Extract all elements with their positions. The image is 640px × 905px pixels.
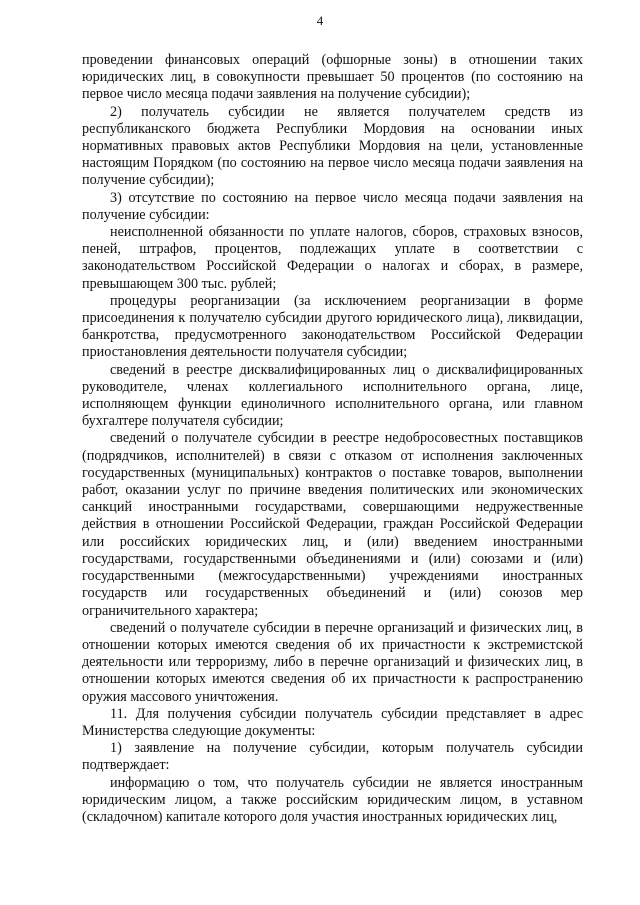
- page-number: 4: [316, 13, 324, 28]
- paragraph: 2) получатель субсидии не является получателем средств из республиканского бюджета Республики Мордовия на основании иных нормативных правовых актов Республики Мордовия на цели, установленные настоящим Порядком (по состоянию на первое число месяца подачи заявления на получение субсидии);: [82, 103, 583, 189]
- document-body: [82, 52, 583, 826]
- paragraph: неисполненной обязанности по уплате налогов, сборов, страховых взносов, пеней, штрафов, процентов, подлежащих уплате в соответствии с законодательством Российской Федерации о налогах и сборах, в размере, превышающем 300 тыс. рублей;: [82, 224, 583, 292]
- paragraph: 3) отсутствие по состоянию на первое число месяца подачи заявления на получение субсидии:: [82, 189, 583, 223]
- paragraph: информацию о том, что получатель субсидии не является иностранным юридическим лицом, а также российским юридическим лицом, в уставном (складочном) капитале которого доля участия иностранных юридических лиц,: [82, 774, 583, 825]
- paragraph: сведений в реестре дисквалифицированных лиц о дисквалифицированных руководителе, членах коллегиального исполнительного органа, лице, исполняющем функции единоличного исполнительного органа, или главном бухгалтере получателя субсидии;: [82, 361, 583, 430]
- paragraph: 11. Для получения субсидии получатель субсидии представляет в адрес Министерства следующие документы:: [82, 705, 583, 739]
- paragraph: процедуры реорганизации (за исключением реорганизации в форме присоединения к получателю субсидии другого юридического лица), ликвидации, банкротства, предусмотренного законодательством Российской Федерации приостановления деятельности получателя субсидии;: [82, 292, 583, 361]
- paragraph: сведений о получателе субсидии в перечне организаций и физических лиц, в отношении которых имеются сведения об их причастности к экстремистской деятельности или терроризму, либо в перечне организаций и физических лиц, в отношении которых имеются сведения об их причастности к распространению оружия массового уничтожения.: [82, 619, 583, 705]
- paragraph: проведении финансовых операций (офшорные зоны) в отношении таких юридических лиц, в совокупности превышает 50 процентов (по состоянию на первое число месяца подачи заявления на получение субсидии);: [82, 52, 583, 103]
- paragraph: сведений о получателе субсидии в реестре недобросовестных поставщиков (подрядчиков, исполнителей) в связи с отказом от исполнения заключенных государственных (муниципальных) контрактов о поставке товаров, выполнении работ, оказании услуг по причине введения политических или экономических санкций иностранными государствами, совершающими недружественные действия в отношении Российской Федерации, граждан Российской Федерации или российских юридических лиц, и (или) введением иностранными государствами, государственными объединениями и (или) союзами и (или) государственными (межгосударственными) учреждениями иностранных государств или государственных объединений и (или) союзов мер ограничительного характера;: [82, 430, 583, 619]
- paragraph: 1) заявление на получение субсидии, которым получатель субсидии подтверждает:: [82, 740, 583, 774]
